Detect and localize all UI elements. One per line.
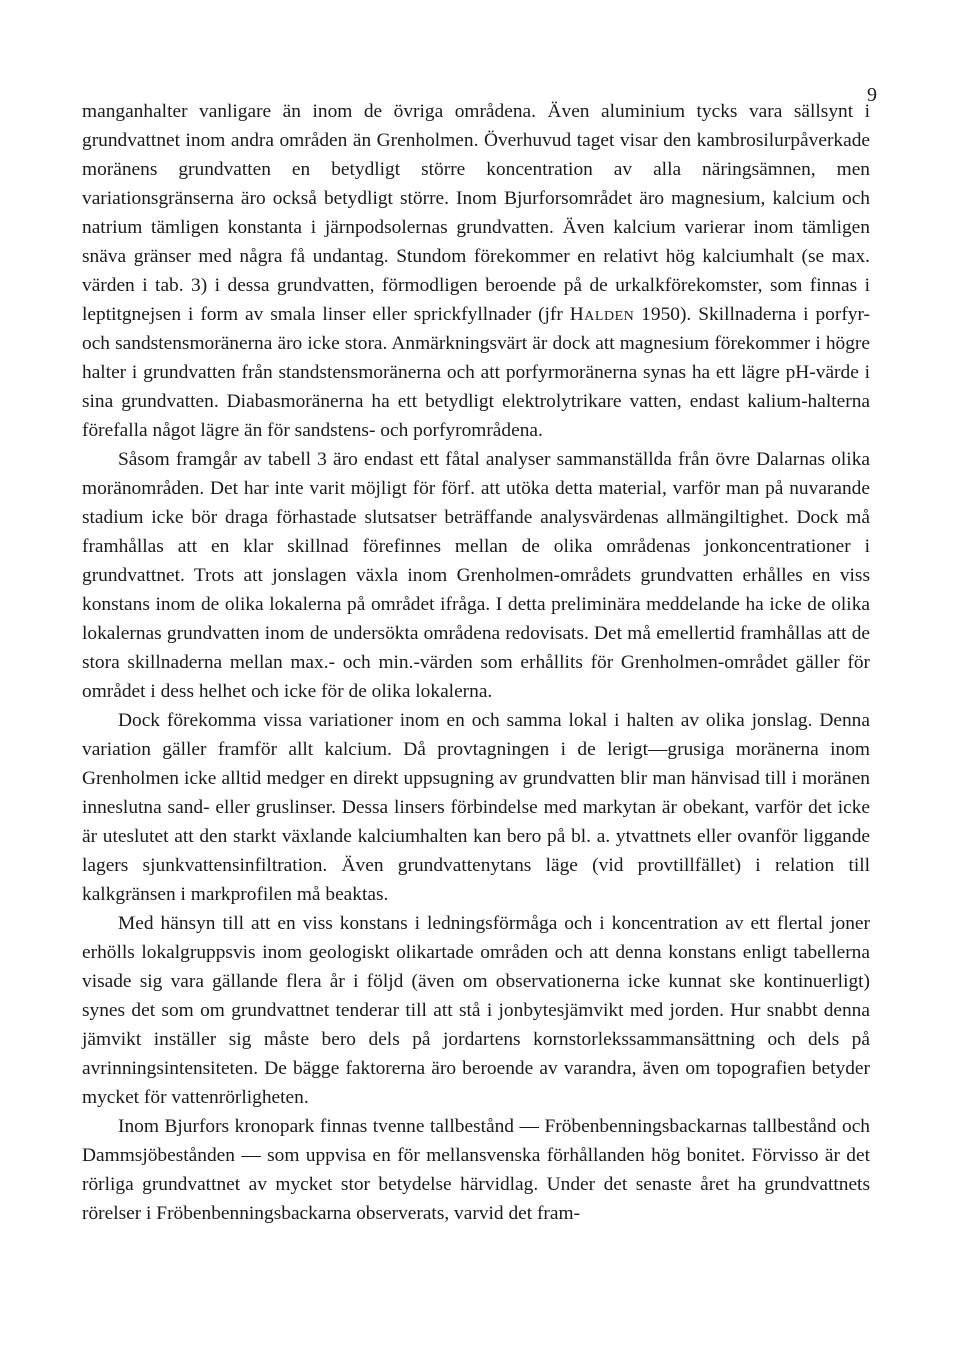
author-name: Halden <box>569 304 635 325</box>
paragraph <box>82 909 870 1112</box>
paragraph <box>82 445 870 706</box>
text-run: Inom Bjurfors kronopark finnas tvenne tallbestånd — Fröbenbenningsbackarnas tallbestånd och Dammsjöbestånden — som uppvisa en för mellansvenska förhållanden hög bonitet. Förvisso är det rörliga grundvattnet av mycket stor betydelse härvidlag. Under det senaste året ha grundvattnets rörelser i Fröbenbenningsbackarna observerats, varvid det fram- <box>82 1116 870 1224</box>
page-number: 9 <box>867 84 877 106</box>
text-run: manganhalter vanligare än inom de övriga områdena. Även aluminium tycks vara sällsynt i grundvattnet inom andra områden än Grenholmen. Överhuvud taget visar den kambrosilurpåverkade moränens grundvatten en betydligt större koncentration av alla näringsämnen, men variationsgränserna äro också betydligt större. Inom Bjurforsområdet äro magnesium, kalcium och natrium tämligen konstanta i järnpodsolernas grundvatten. Även kalcium varierar inom tämligen snäva gränser med några få undantag. Stundom förekommer en relativt hög kalciumhalt (se max. värden i tab. 3) i dessa grundvatten, förmodligen beroende på de urkalkförekomster, som finnas i leptitgnejsen i form av smala linser eller sprickfyllnader (jfr <box>82 101 870 325</box>
paragraph <box>82 97 870 445</box>
text-run: Dock förekomma vissa variationer inom en och samma lokal i halten av olika jonslag. Denna variation gäller framför allt kalcium. Då provtagningen i de lerigt—grusiga moränerna inom Grenholmen icke alltid medger en direkt uppsugning av grundvatten blir man hänvisad till i moränen inneslutna sand- eller gruslinser. Dessa linsers förbindelse med markytan är obekant, varför det icke är uteslutet att den starkt växlande kalciumhalten kan bero på bl. a. ytvattnets eller ovanför liggande lagers sjunkvattensinfiltration. Även grundvattenytans läge (vid provtillfället) i relation till kalkgränsen i markprofilen må beaktas. <box>82 710 870 905</box>
text-run: 1950). Skillnaderna i porfyr- och sandstensmoränerna äro icke stora. Anmärkningsvärt är dock att magnesium förekommer i högre halter i grundvatten från standstensmoränerna och att porfyrmoränerna synas ha ett lägre pH-värde i sina grundvatten. Diabasmoränerna ha ett betydligt elektrolytrikare vatten, endast kalium-halterna förefalla något lägre än för sandstens- och porfyrområdena. <box>82 304 871 441</box>
body-text <box>82 97 870 1228</box>
paragraph <box>82 706 870 909</box>
paragraph <box>82 1112 870 1228</box>
text-run: Med hänsyn till att en viss konstans i ledningsförmåga och i koncentration av ett flertal joner erhölls lokalgruppsvis inom geologiskt olikartade områden och att denna konstans enligt tabellerna visade sig vara gällande flera år i följd (även om observationerna icke kunnat ske kontinuerligt) synes det som om grundvattnet tenderar till att stå i jonbytesjämvikt med jorden. Hur snabbt denna jämvikt inställer sig måste bero dels på jordartens kornstorlekssammansättning och dels på avrinningsintensiteten. De bägge faktorerna äro beroende av varandra, även om topografien betyder mycket för vattenrörligheten. <box>82 913 870 1108</box>
text-run: Såsom framgår av tabell 3 äro endast ett fåtal analyser sammanställda från övre Dalarnas olika moränområden. Det har inte varit möjligt för förf. att utöka detta material, varför man på nuvarande stadium icke bör draga förhastade slutsatser beträffande analysvärdenas allmängiltighet. Dock må framhållas att en klar skillnad förefinnes mellan de olika områdenas jonkoncentrationer i grundvattnet. Trots att jonslagen växla inom Grenholmen-områdets grundvatten erhålles en viss konstans inom de olika lokalerna på området ifråga. I detta preliminära meddelande ha icke de olika lokalernas grundvatten inom de undersökta områdena redovisats. Det må emellertid framhållas att de stora skillnaderna mellan max.- och min.-värden som erhållits för Grenholmen-området gäller för området i dess helhet och icke för de olika lokalerna. <box>82 449 870 702</box>
